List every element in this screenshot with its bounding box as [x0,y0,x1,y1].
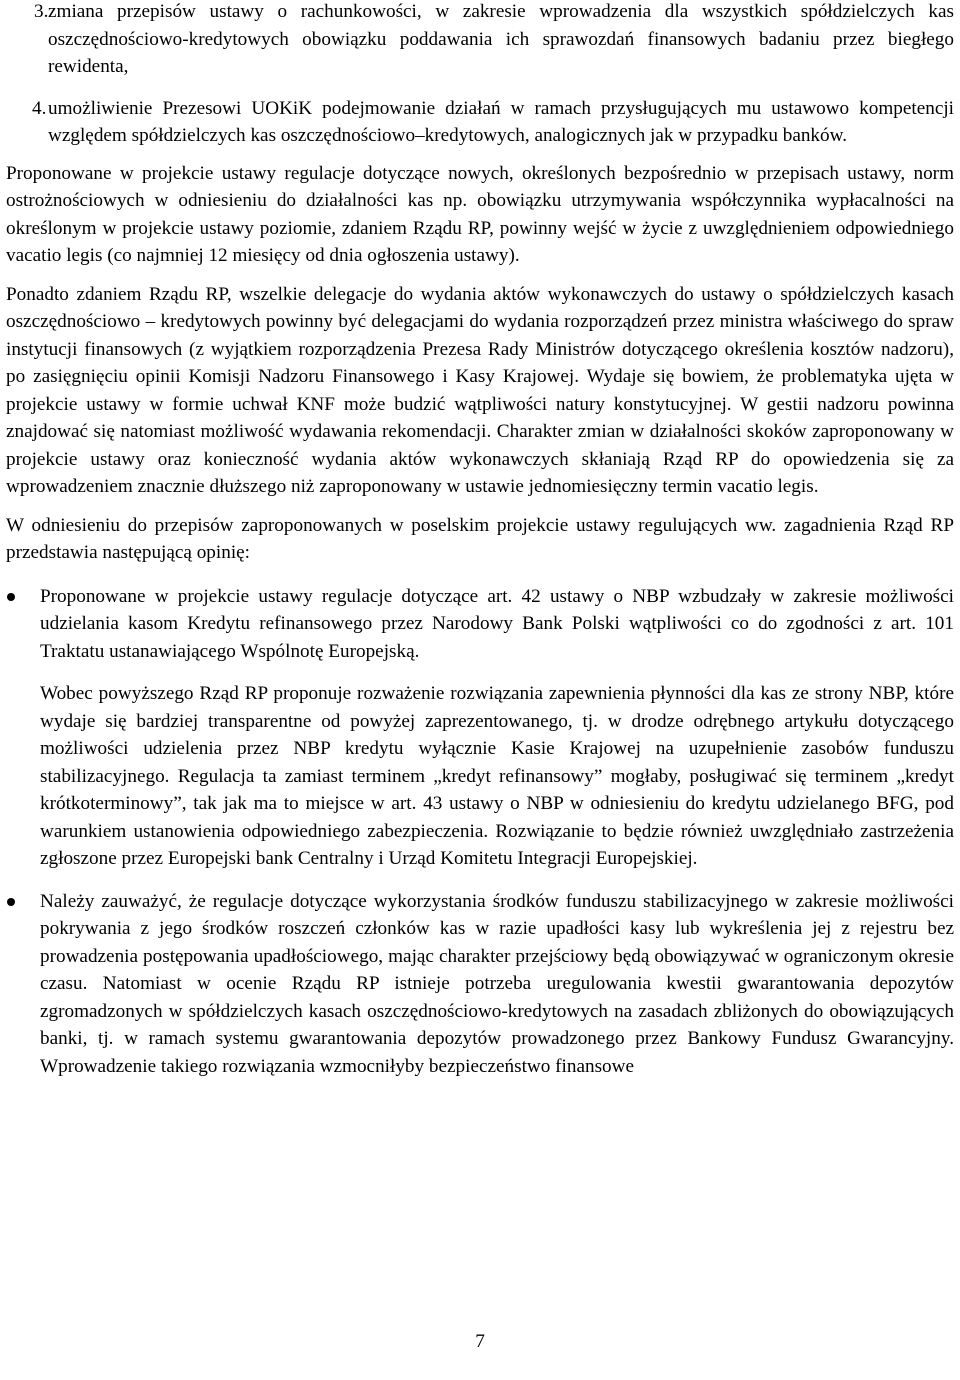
bullet-item [6,888,954,1081]
bullet-text: Należy zauważyć, że regulacje dotyczące wykorzystania środków funduszu stabilizacyjnego w zakresie możliwości pokrywania z jego środków roszczeń członków kas w razie upadłości kasy lub wykreślenia jej z rejestru bez prowadzenia postępowania upadłościowego, mając charakter przejściowy będą obowiązywać w ograniczonym okresie czasu. Natomiast w ocenie Rządu RP istnieje potrzeba uregulowania kwestii gwarantowania depozytów zgromadzonych w spółdzielczych kasach oszczędnościowo-kredytowych na zasadach zbliżonych do obowiązujących banki, tj. w ramach systemu gwarantowania depozytów prowadzonego przez Bankowy Fundusz Gwarancyjny. Wprowadzenie takiego rozwiązania wzmocniłyby bezpieczeństwo finansowe [40,890,954,1077]
page-number: 7 [475,1331,485,1352]
paragraph: Ponadto zdaniem Rządu RP, wszelkie delegacje do wydania aktów wykonawczych do ustawy o spółdzielczych kasach oszczędnościowo – kredytowych powinny być delegacjami do wydania rozporządzeń przez ministra właściwego do spraw instytucji finansowych (z wyjątkiem rozporządzenia Prezesa Rady Ministrów dotyczącego określenia kosztów nadzoru), po zasięgnięciu opinii Komisji Nadzoru Finansowego i Kasy Krajowej. Wydaje się bowiem, że problematyka ujęta w projekcie ustawy w formie uchwał KNF może budzić wątpliwości natury konstytucyjnej. W gestii nadzoru powinna znajdować się natomiast możliwość wydawania rekomendacji. Charakter zmian w działalności skoków zaproponowany w projekcie ustawy oraz konieczność wydania aktów wykonawczych skłaniają Rząd RP do opowiedzenia się za wprowadzeniem znacznie dłuższego niż zaproponowany w ustawie jednomiesięczny termin vacatio legis. [6,283,954,497]
list-item-text: zmiana przepisów ustawy o rachunkowości, w zakresie wprowadzenia dla wszystkich spółdzielczych kas oszczędnościowo-kredytowych obowiązku poddawania ich sprawozdań finansowych badaniu przez biegłego rewidenta, [48,1,954,77]
list-item-number: 4. [32,97,47,119]
list-item-number: 3. [34,1,49,22]
document-page [6,0,954,1380]
bullet-icon [7,593,15,601]
bullet-continuation: Wobec powyższego Rząd RP proponuje rozważenie rozwiązania zapewnienia płynności dla kas ze strony NBP, które wydaje się bardziej transparentne od powyżej zaprezentowanego, tj. w drodze odrębnego artykułu dotyczącego możliwości udzielenia przez NBP kredytu wyłącznie Kasie Krajowej na uzupełnienie zasobów funduszu stabilizacyjnego. Regulacja ta zamiast terminem „kredyt refinansowy” mogłaby, posługiwać się terminem „kredyt krótkoterminowy”, tak jak ma to miejsce w art. 43 ustawy o NBP w odniesieniu do kredytu udzielanego BFG, pod warunkiem ustanowienia odpowiedniego zabezpieczenia. Rozwiązanie to będzie również uwzględniało zastrzeżenia zgłoszone przez Europejski bank Centralny i Urząd Komitetu Integracji Europejskiej. [40,683,954,869]
bullet-text: Proponowane w projekcie ustawy regulacje dotyczące art. 42 ustawy o NBP wzbudzały w zakresie możliwości udzielania kasom Kredytu refinansowego przez Narodowy Bank Polski wątpliwości co do zgodności z art. 101 Traktatu ustanawiającego Wspólnotę Europejską. [40,585,954,662]
paragraph: Proponowane w projekcie ustawy regulacje dotyczące nowych, określonych bezpośrednio w przepisach ustawy, norm ostrożnościowych w odniesieniu do działalności kas np. obowiązku utrzymywania współczynnika wypłacalności na określonym w projekcie ustawy poziomie, zdaniem Rządu RP, powinny wejść w życie z uwzględnieniem odpowiedniego vacatio legis (co najmniej 12 miesięcy od dnia ogłoszenia ustawy). [6,162,954,266]
paragraph: W odniesieniu do przepisów zaproponowanych w poselskim projekcie ustawy regulujących ww. zagadnienia Rząd RP przedstawia następującą opinię: [6,514,954,563]
list-item [6,0,954,81]
bullet-item [6,583,954,666]
list-item-text: umożliwienie Prezesowi UOKiK podejmowanie działań w ramach przysługujących mu ustawowo kompetencji względem spółdzielczych kas oszczędnościowo–kredytowych, analogicznych jak w przypadku banków. [48,97,954,146]
list-item [6,95,954,150]
bullet-icon [7,898,15,906]
